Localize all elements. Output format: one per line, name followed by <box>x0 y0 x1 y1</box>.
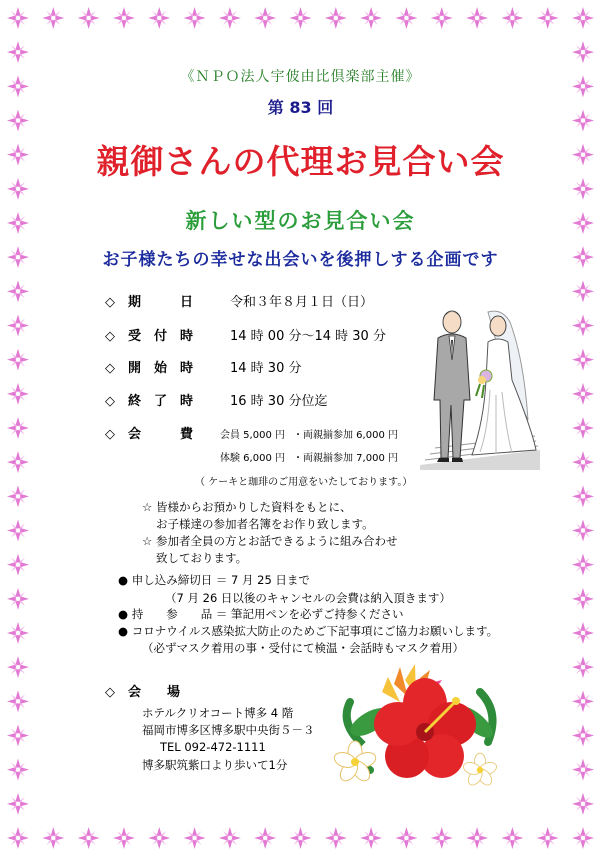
subtitle: 新しい型のお見合い会 <box>185 209 416 233</box>
border-flower-icon <box>290 7 312 29</box>
border-flower-icon <box>7 383 29 405</box>
venue-address: 福岡市博多区博多駅中央街５－３ <box>142 723 315 737</box>
border-flower-icon <box>113 7 135 29</box>
border-flower-icon <box>431 7 453 29</box>
border-flower-icon <box>466 827 488 849</box>
border-flower-icon <box>7 485 29 507</box>
border-flower-icon <box>42 827 64 849</box>
fee-label: ◇ 会 費 <box>105 427 193 442</box>
border-flower-icon <box>7 793 29 815</box>
border-flower-icon <box>7 725 29 747</box>
border-flower-icon <box>572 280 594 302</box>
border-flower-icon <box>360 827 382 849</box>
border-flower-icon <box>501 827 523 849</box>
border-flower-icon <box>219 7 241 29</box>
border-flower-icon <box>78 827 100 849</box>
border-flower-icon <box>7 690 29 712</box>
border-flower-icon <box>7 622 29 644</box>
border-flower-icon <box>7 656 29 678</box>
border-flower-icon <box>7 520 29 542</box>
venue-label: ◇ 会 場 <box>105 685 180 700</box>
border-flower-icon <box>572 451 594 473</box>
note-line-2: お子様達の参加者名簿をお作り致します。 <box>156 517 374 531</box>
border-flower-icon <box>572 349 594 371</box>
border-flower-icon <box>7 588 29 610</box>
fee-trial-parents: ・両親揃参加 7,000 円 <box>293 453 398 464</box>
border-flower-icon <box>7 417 29 439</box>
border-flower-icon <box>572 315 594 337</box>
note-line-4: 致しております。 <box>156 551 248 565</box>
border-flower-icon <box>572 588 594 610</box>
tagline: お子様たちの幸せな出会いを後押しする企画です <box>102 250 499 270</box>
hibiscus-illustration <box>330 662 510 792</box>
border-flower-icon <box>572 417 594 439</box>
venue-name: ホテルクリオコート博多 4 階 <box>142 706 294 720</box>
border-flower-icon <box>572 485 594 507</box>
deadline-line: ● 申し込み締切日 ＝ 7 月 25 日まで <box>118 573 310 587</box>
items-line: ● 持 参 品 ＝ 筆記用ペンを必ずご持参ください <box>118 607 404 621</box>
border-flower-icon <box>148 7 170 29</box>
border-flower-icon <box>431 827 453 849</box>
border-flower-icon <box>7 7 29 29</box>
border-flower-icon <box>219 827 241 849</box>
deadline-note: （7 月 26 日以後のキャンセルの会費は納入頂きます） <box>165 591 451 605</box>
border-flower-icon <box>325 7 347 29</box>
start-label: ◇ 開 始 時 <box>105 361 193 376</box>
border-flower-icon <box>572 383 594 405</box>
border-flower-icon <box>572 520 594 542</box>
covid-line: ● コロナウイルス感染拡大防止のためご下記事項にご協力お願いします。 <box>118 624 499 638</box>
covid-note: （必ずマスク着用の事・受付にて検温・会話時もマスク着用） <box>142 641 464 655</box>
border-flower-icon <box>184 7 206 29</box>
fee-trial: 体験 6,000 円 <box>220 453 285 464</box>
note-line-3: ☆ 参加者全員の方とお話できるように組み合わせ <box>142 534 398 548</box>
border-flower-icon <box>148 827 170 849</box>
border-flower-icon <box>254 827 276 849</box>
border-flower-icon <box>572 690 594 712</box>
border-flower-icon <box>572 725 594 747</box>
border-flower-icon <box>395 827 417 849</box>
border-flower-icon <box>7 827 29 849</box>
end-label: ◇ 終 了 時 <box>105 394 193 409</box>
border-flower-icon <box>78 7 100 29</box>
border-flower-icon <box>7 315 29 337</box>
border-flower-icon <box>466 7 488 29</box>
border-flower-icon <box>537 7 559 29</box>
fee-member-parents: ・両親揃参加 6,000 円 <box>293 430 398 441</box>
date-label: ◇ 期 日 <box>105 295 193 310</box>
end-value: 16 時 30 分位迄 <box>230 394 328 409</box>
border-flower-icon <box>572 554 594 576</box>
border-flower-icon <box>290 827 312 849</box>
border-flower-icon <box>501 7 523 29</box>
border-flower-icon <box>254 7 276 29</box>
edition-number: 第 83 回 <box>267 98 334 117</box>
reception-value: 14 時 00 分～14 時 30 分 <box>230 329 386 344</box>
venue-tel: TEL 092-472-1111 <box>160 740 266 754</box>
border-flower-icon <box>184 827 206 849</box>
border-flower-icon <box>537 827 559 849</box>
venue-access: 博多駅筑紫口より歩いて1分 <box>142 758 288 772</box>
border-flower-icon <box>325 827 347 849</box>
wedding-couple-illustration <box>420 300 540 470</box>
border-flower-icon <box>572 759 594 781</box>
border-flower-icon <box>572 7 594 29</box>
border-flower-icon <box>7 759 29 781</box>
border-flower-icon <box>360 7 382 29</box>
border-flower-icon <box>7 451 29 473</box>
border-flower-icon <box>7 349 29 371</box>
border-flower-icon <box>572 622 594 644</box>
border-flower-icon <box>572 793 594 815</box>
border-flower-icon <box>572 41 594 63</box>
date-value: 令和３年８月１日（日） <box>230 295 374 310</box>
border-flower-icon <box>572 656 594 678</box>
border-flower-icon <box>7 554 29 576</box>
organizer-line: 《ＮＰＯ法人宇佊由比倶楽部主催》 <box>180 69 421 85</box>
fee-member: 会員 5,000 円 <box>220 430 285 441</box>
border-flower-icon <box>113 827 135 849</box>
fee-note: （ ケーキと珈琲のご用意をいたしております。） <box>195 477 413 488</box>
border-flower-icon <box>42 7 64 29</box>
start-value: 14 時 30 分 <box>230 361 302 376</box>
note-line-1: ☆ 皆様からお預かりした資料をもとに、 <box>142 500 352 514</box>
border-flower-icon <box>395 7 417 29</box>
border-flower-icon <box>7 280 29 302</box>
border-flower-icon <box>572 827 594 849</box>
reception-label: ◇ 受 付 時 <box>105 329 193 344</box>
page-title: 親御さんの代理お見合い会 <box>96 142 505 181</box>
border-flower-icon <box>7 41 29 63</box>
